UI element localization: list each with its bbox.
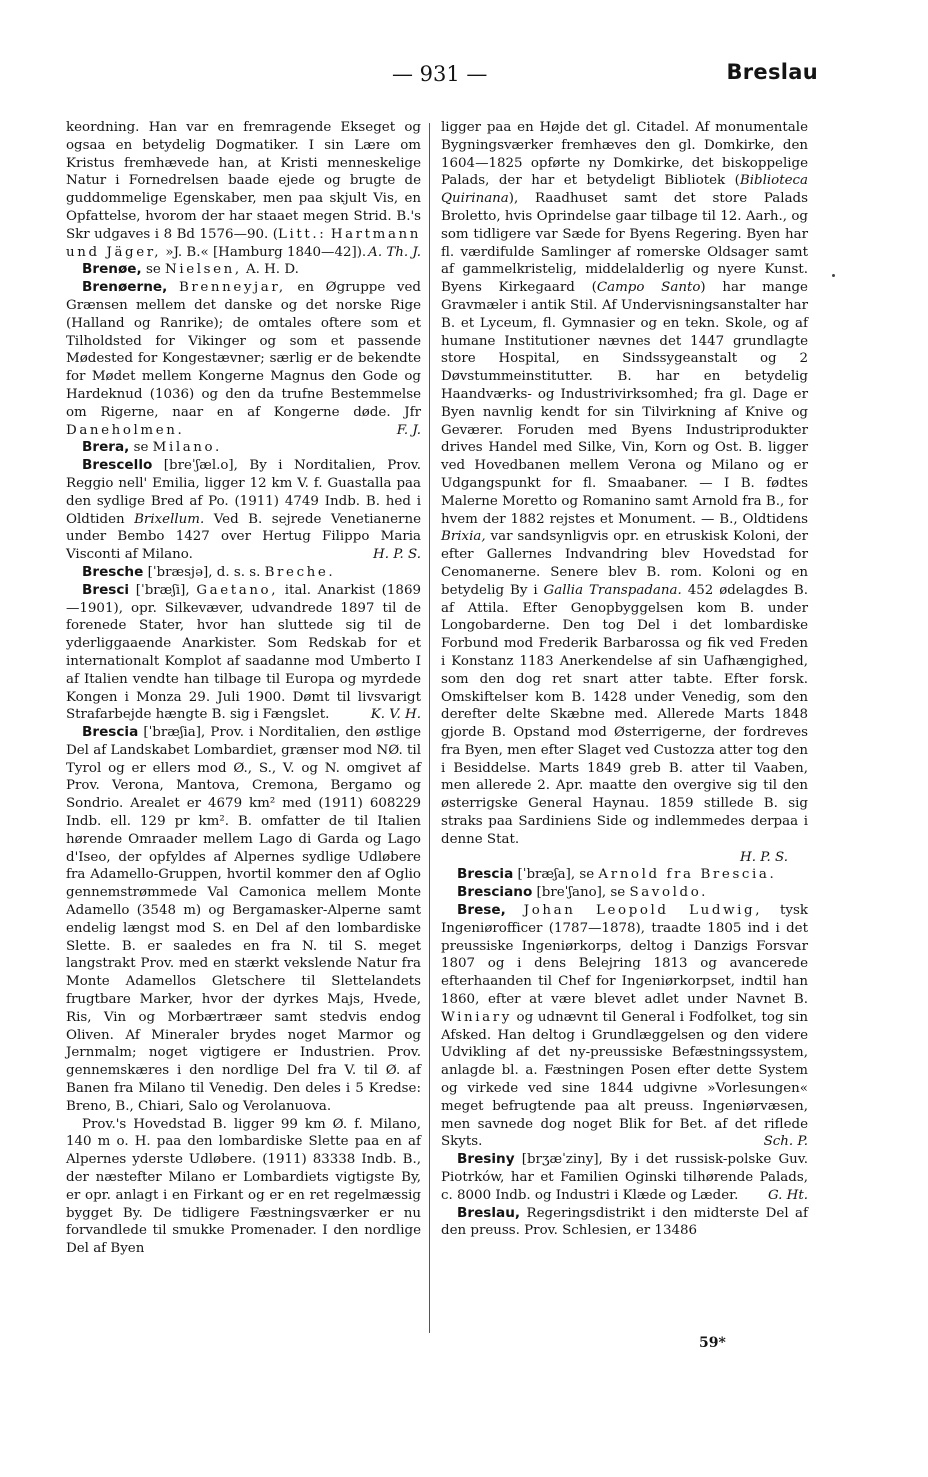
- litt-authors: Hartmann und Jäger,: [66, 226, 421, 260]
- entry-brescia-arnold: Brescia [ˈbræʃa], se Arnold fra Brescia.: [457, 866, 777, 883]
- headword: Brescia: [457, 866, 514, 883]
- entry-bresciano: Bresciano [breˈʃano], se Savoldo.: [457, 884, 708, 901]
- entry-brenoerne: Brenøerne, Brenneyjar, en Øgruppe ved Grænsen mellem det danske og det norske Rige (Halland og Ranrike); de omtales oftere som et Tilholdsted for Vikinger og som et passende Mødested for Kongestævner; særlig er de bekendte for Mødet mellem Kongerne Magnus den Gode og Hardeknud (1036) og den da trufne Bestemmelse om Rigerne, naar en af Kongerne døde. Jfr Daneholmen. F. J.: [66, 279, 421, 438]
- running-head: Breslau: [726, 60, 818, 84]
- entry-brese: Brese, Johan Leopold Ludwig, tysk Ingeniørofficer (1787—1878), traadte 1805 ind i det preussiske Ingeniørkorps, deltog i Danzigs Forsvar 1807 og i dens Belejring 1813 og avancerede efterhaanden til Chef for Ingeniørkorpset, indtil han 1860, efter at være blevet adlet under Navnet B. Winiary og udnævnt til General i Fodfolket, tog sin Afsked. Han deltog i Grundlæggelsen og den videre Udvikling af det ny-preussiske Befæstningssystem, anlagde bl. a. Fæstningen Posen efter dette System og virkede ved sine 1844 udgivne »Vorlesungen« meget befrugtende paa alt preuss. Ingeniørvæsen, men savnede dog noget Blik for Bet. af det riflede Skyts. Sch. P.: [441, 902, 808, 1150]
- margin-speck: [832, 274, 835, 277]
- entry-bresiny: Bresiny [brʒæˈziny], By i det russisk-polske Guv. Piotrków, har et Familien Oginski tilhørende Palads, c. 8000 Indb. og Industri i Klæde og Læder. G. Ht.: [441, 1151, 808, 1203]
- entry-brenoe: Brenøe, se Nielsen, A. H. D.: [82, 261, 299, 278]
- headword: Bresci: [82, 581, 130, 598]
- headword: Brenøerne,: [82, 279, 168, 296]
- entry-brescello: Brescello [breˈʃæl.o], By i Norditalien, Prov. Reggio nell' Emilia, ligger 12 km V. f. Guastalla paa den sydlige Bred af Po. (1911) 4749 Indb. B. hed i Oldtiden Brixellum. Ved B. sejrede Venetianerne under Bembo 1427 over Hertug Filippo Maria Visconti af Milano. H. P. S.: [66, 457, 422, 563]
- entry-brera: Brera, se Milano.: [82, 439, 222, 456]
- entry-continuation: ligger paa en Højde det gl. Citadel. Af monumentale Bygningsværker fremhæves den gl. Domkirke, den 1604—1825 opførte ny Domkirke, det biskoppelige Palads, der har et betydeligt Bibliotek (Biblioteca Quirinana), Raadhuset samt det store Palads Broletto, hvis Oprindelse gaar tilbage til 12. Aarh., og som tidligere var Sæde for Byens Regering. Byen har fl. værdifulde Samlinger af romerske Oldsager samt af gammelkristelig, middelalderlig og nyere Kunst. Byens Kirkegaard (Campo Santo) har mange Gravmæler i antik Stil. Af Undervisningsanstalter har B. et Lyceum, fl. Gymnasier og en tekn. Skole, og af humane Institutioner nævnes det 1447 grundlagte store Hospital, en Sindssygeanstalt og 2 Døvstummeinstitutter. B. har en betydelig Haandværks- og Industrivirksomhed; fra gl. Dage er Byen navnlig kendt for sin Tilvirkning af Knive og Geværer. Foruden med Byens Industriprodukter drives Handel med Silke, Vin, Korn og Ost. B. ligger ved Hovedbanen mellem Verona og Milano og er Udgangspunkt for fl. Smaabaner. — I B. fødtes Malerne Moretto og Romanino samt Arnold fra B., for hvem der 1882 rejstes et Monument. — B., Oldtidens Brixia, var sandsynligvis opr. en etruskisk Koloni, der efter Gallernes Indvandring blev Hovedstad for Cenomanerne. Senere blev B. rom. Koloni og en betydelig By i Gallia Transpadana. 452 ødelagdes B. af Attila. Efter Genopbyggelsen kom B. under Longobarderne. Den tog Del i det lombardiske Forbund mod Frederik Barbarossa og fik ved Freden i Konstanz 1183 Anerkendelse af sin Uafhængighed, som den dog ret snart atter tabte. Efter forsk. Omskiftelser kom B. 1428 under Venedig, som den derefter delte Skæbne med. Allerede Marts 1848 gjorde B. Opstand mod Østerrigerne, der fordreves fra Byen, men efter Slaget ved Custozza atter tog den i Besiddelse. Marts 1849 greb B. atter til Vaaben, men allerede 2. Apr. maatte den overgive sig til den østerrigske General Haynau. 1859 stillede B. sig straks paa Sardiniens Side og indlemmedes derpaa i denne Stat.: [441, 120, 808, 847]
- headword: Brenøe,: [82, 261, 142, 278]
- page-header: [0, 62, 928, 92]
- litt-label: Litt.:: [278, 226, 327, 242]
- headword: Brescia: [82, 724, 139, 741]
- author-signature: H. P. S.: [373, 547, 421, 563]
- entry-continuation: keordning. Han var en fremragende Ekseget og ogsaa en betydelig Dogmatiker. I sin Lære om Kristus fremhævede han, at Kristi menneskelige Natur i Fornedrelsen baade ejede og brugte de guddommelige Egenskaber, men paa skjult Vis, en Opfattelse, hvorom der har staaet megen Strid. B.'s Skr udgaves i 8 Bd 1576—90. (Litt.: Hartmann und Jäger, »J. B.« [Hamburg 1840—42]). A. Th. J.: [66, 120, 421, 260]
- headword: Brera,: [82, 439, 130, 456]
- author-signature: Sch. P.: [763, 1134, 808, 1150]
- author-signature: G. Ht.: [767, 1187, 808, 1203]
- author-signature: A. Th. J.: [368, 244, 421, 260]
- author-signature: F. J.: [396, 422, 421, 438]
- headword: Bresche: [82, 563, 144, 580]
- author-signature: H. P. S.: [740, 849, 788, 865]
- headword: Breslau,: [457, 1204, 521, 1221]
- entry-brescia-city: Prov.'s Hovedstad B. ligger 99 km Ø. f. Milano, 140 m o. H. paa den lombardiske Slette paa en af Alpernes yderste Udløbere. (1911) 83338 Indb. B., der næstefter Milano er Lombardiets vigtigste By, er opr. anlagt i en Firkant og er en ret regelmæssig bygget By. De tidligere Fæstningsværker er nu forvandlede til smukke Promenader. I den nordlige Del af Byen: [66, 1116, 421, 1257]
- sheet-signature-mark: 59*: [699, 1335, 726, 1351]
- headword: Brescello: [82, 457, 153, 474]
- left-column: [66, 119, 421, 1258]
- entry-breslau: Breslau, Regeringsdistrikt i den midterste Del af den preuss. Prov. Schlesien, er 13486: [441, 1204, 808, 1239]
- right-column: [441, 119, 808, 1240]
- column-divider: [429, 123, 430, 1333]
- headword: Bresciano: [457, 884, 533, 901]
- headword: Brese,: [457, 902, 506, 919]
- author-signature: K. V. H.: [370, 707, 421, 723]
- entry-bresche: Bresche [ˈbræsjə], d. s. s. Breche.: [82, 563, 336, 580]
- entry-brescia-province: Brescia [ˈbræʃia], Prov. i Norditalien, den østlige Del af Landskabet Lombardiet, grænser mod NØ. til Tyrol og er ellers mod Ø., S., V. og N. omgivet af Prov. Verona, Mantova, Cremona, Bergamo og Sondrio. Arealet er 4679 km² med (1911) 608229 Indb. ell. 129 pr km². B. omfatter de til Italien hørende Omraader mellem Lago di Garda og Lago d'Iseo, der opfyldes af Alpernes sydlige Udløbere fra Adamello-Gruppen, hvortil kommer den af Oglio gennemstrømmede Val Camonica mellem Monte Adamello (3548 m) og Bergamasker-Alperne samt endelig længst mod S. en Del af den lombardiske Slette. B. er saaledes en fra N. til S. meget langstrakt Prov. med en stærkt vekslende Natur fra Monte Adamellos Gletschere til Slettelandets frugtbare Marker, hvor der dyrkes Majs, Hvede, Ris, Vin og Morbærtræer samt stedvis endog Oliven. Af Mineraler brydes noget Marmor og Jernmalm; noget vigtigere er Industrien. Prov. gennemskæres i den nordlige Del fra V. til Ø. af Banen fra Milano til Venedig. Den deles i 5 Kredse: Breno, B., Chiari, Salo og Verolanuova.: [66, 724, 421, 1114]
- entry-bresci: Bresci [ˈbræʃi], Gaetano, ital. Anarkist (1869—1901), opr. Silkevæver, udvandrede 1897 til de forenede Stater, hvor han sluttede sig til de yderliggaaende Anarkister. Som Redskab for et internationalt Komplot af saadanne mod Umberto I af Italien vendte han tilbage til Europa og myrdede Kongen i Monza 29. Juli 1900. Dømt til livsvarigt Strafarbejde hængte B. sig i Fængslet. K. V. H.: [66, 581, 421, 723]
- page-number: — 931 —: [392, 62, 488, 86]
- headword: Bresiny: [457, 1151, 515, 1168]
